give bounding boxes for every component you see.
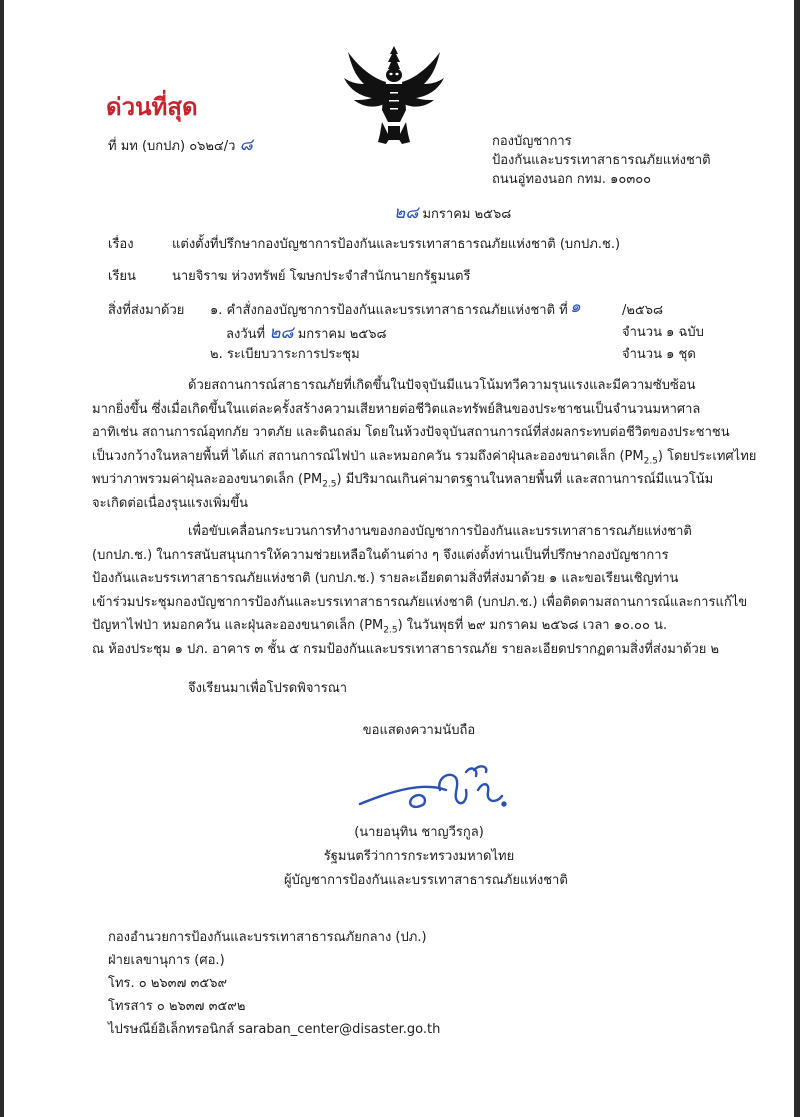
recipient-text: นายจิราฆ ห่วงทรัพย์ โฆษกประจำสำนักนายกรัฐมนตรี [172, 269, 471, 284]
office-line: ป้องกันและบรรเทาสาธารณภัยแห่งชาติ [492, 153, 711, 168]
paragraph-line [92, 445, 757, 469]
subject-text: แต่งตั้งที่ปรึกษากองบัญชาการป้องกันและบรรเทาสาธารณภัยแห่งชาติ (บกปภ.ช.) [172, 237, 621, 252]
pm-subscript: 2.5 [383, 625, 398, 636]
paragraph-line: อาทิเช่น สถานการณ์อุทกภัย วาตภัย และดินถล่ม โดยในห้วงปัจจุบันสถานการณ์ที่ส่งผลกระทบต่อชีวิตของประชาชน [92, 425, 730, 441]
urgency-stamp: ด่วนที่สุด [106, 93, 198, 121]
paragraph-line [92, 614, 710, 638]
signatory-position-1: รัฐมนตรีว่าการกระทรวงมหาดไทย [323, 849, 515, 864]
closing-salutation: ขอแสดงความนับถือ [362, 723, 476, 738]
reference-number-text: ที่ มท (บกปภ) ๐๖๒๔/ว [108, 139, 236, 154]
document-date [394, 204, 511, 224]
attachment-item-2: ๒. ระเบียบวาระการประชุม [210, 347, 360, 362]
closing-request: จึงเรียนมาเพื่อโปรดพิจารณา [188, 681, 348, 696]
attachment-item-1 [210, 302, 568, 320]
footer-fax: โทรสาร ๐ ๒๖๓๗ ๓๕๙๒ [108, 999, 246, 1014]
footer-phone: โทร. ๐ ๒๖๓๗ ๓๕๖๙ [108, 976, 227, 991]
attachment-item-1-text: ๑. คำสั่งกองบัญชาการป้องกันและบรรเทาสาธารณภัยแห่งชาติ ที่ [210, 303, 568, 318]
line-part: ) ในวันพุธที่ ๒๙ มกราคม ๒๕๖๘ เวลา ๑๐.๐๐ น. [397, 618, 668, 634]
office-line: กองบัญชาการ [492, 134, 572, 149]
footer-department: กองอำนวยการป้องกันและบรรเทาสาธารณภัยกลาง (ปภ.) [108, 930, 427, 945]
footer-email: ไปรษณีย์อิเล็กทรอนิกส์ saraban_center@disaster.go.th [108, 1022, 441, 1037]
paragraph-line: ณ ห้องประชุม ๑ ปภ. อาคาร ๓ ชั้น ๕ กรมป้องกันและบรรเทาสาธารณภัย รายละเอียดปรากฏตามสิ่งที่ส่งมาด้วย ๒ [92, 641, 720, 657]
paragraph-line: ป้องกันและบรรเทาสาธารณภัยแห่งชาติ (บกปภ.ช.) รายละเอียดตามสิ่งที่ส่งมาด้วย ๑ และขอเรียนเชิญท่าน [92, 571, 679, 587]
attachment-date-prefix: ลงวันที่ [226, 327, 266, 342]
paragraph-line: เพื่อขับเคลื่อนกระบวนการทำงานของกองบัญชาการป้องกันและบรรเทาสาธารณภัยแห่งชาติ [188, 524, 692, 539]
date-month-year: มกราคม ๒๕๖๘ [422, 207, 512, 222]
attachments-label: สิ่งที่ส่งมาด้วย [108, 303, 185, 318]
attachment-item-1-qty: จำนวน ๑ ฉบับ [622, 325, 704, 340]
paragraph-line: (บกปภ.ช.) ในการสนับสนุนการให้ความช่วยเหลือในด้านต่าง ๆ จึงแต่งตั้งท่านเป็นที่ปรึกษากองบัญชาการ [92, 547, 669, 563]
office-line: ถนนอู่ทองนอก กทม. ๑๐๓๐๐ [492, 172, 652, 187]
pm-subscript: 2.5 [322, 479, 337, 490]
paragraph-line [92, 468, 714, 492]
document-page [4, 0, 794, 1117]
paragraph-line: มากยิ่งขึ้น ซึ่งเมื่อเกิดขึ้นในแต่ละครั้งสร้างความเสียหายต่อชีวิตและทรัพย์สินของประชาชนเป็นจำนวนมหาศาล [92, 401, 701, 417]
order-number-suffix: /๒๕๖๘ [622, 303, 664, 318]
attachment-date-rest: มกราคม ๒๕๖๘ [297, 327, 387, 342]
reference-number [108, 136, 253, 156]
office-address [492, 132, 711, 189]
date-day-handwritten: ๒๘ [394, 203, 419, 223]
body-paragraph-1 [92, 374, 757, 516]
pm-subscript: 2.5 [643, 456, 658, 467]
signatory-position-2: ผู้บัญชาการป้องกันและบรรเทาสาธารณภัยแห่งชาติ [284, 873, 568, 888]
subject-label: เรื่อง [108, 237, 134, 252]
attachment-date-handwritten: ๒๘ [269, 323, 294, 343]
contact-footer [108, 926, 440, 1041]
attachment-item-2-qty: จำนวน ๑ ชุด [622, 347, 696, 362]
handwritten-signature [354, 760, 534, 820]
line-part: ) มีปริมาณเกินค่ามาตรฐานในหลายพื้นที่ และสถานการณ์มีแนวโน้ม [336, 472, 714, 488]
footer-section: ฝ่ายเลขานุการ (ศอ.) [108, 953, 225, 968]
line-part: เป็นวงกว้างในหลายพื้นที่ ได้แก่ สถานการณ์ไฟป่า และหมอกควัน รวมถึงค่าฝุ่นละอองขนาดเล็ก (PM [92, 448, 644, 464]
paragraph-line: ด้วยสถานการณ์สาธารณภัยที่เกิดขึ้นในปัจจุบันมีแนวโน้มทวีความรุนแรงและมีความซับซ้อน [188, 378, 696, 393]
garuda-emblem [342, 42, 446, 148]
reference-number-handwritten: ๘ [239, 135, 253, 155]
paragraph-line: จะเกิดต่อเนื่องรุนแรงเพิ่มขึ้น [92, 495, 249, 511]
body-paragraph-2 [92, 520, 748, 662]
paragraph-line: เข้าร่วมประชุมกองบัญชาการป้องกันและบรรเทาสาธารณภัยแห่งชาติ (บกปภ.ช.) เพื่อติดตามสถานการณ์และการแก้ไข [92, 594, 748, 610]
line-part: พบว่าภาพรวมค่าฝุ่นละอองขนาดเล็ก (PM [92, 472, 323, 488]
line-part: ) โดยประเทศไทย [657, 448, 757, 464]
order-number-handwritten: ๑ [570, 297, 581, 317]
recipient-label: เรียน [108, 269, 136, 284]
signatory-name: (นายอนุทิน ชาญวีรกูล) [354, 825, 484, 840]
line-part: ปัญหาไฟป่า หมอกควัน และฝุ่นละอองขนาดเล็ก (PM [92, 618, 384, 634]
attachment-item-1-date [226, 324, 387, 344]
